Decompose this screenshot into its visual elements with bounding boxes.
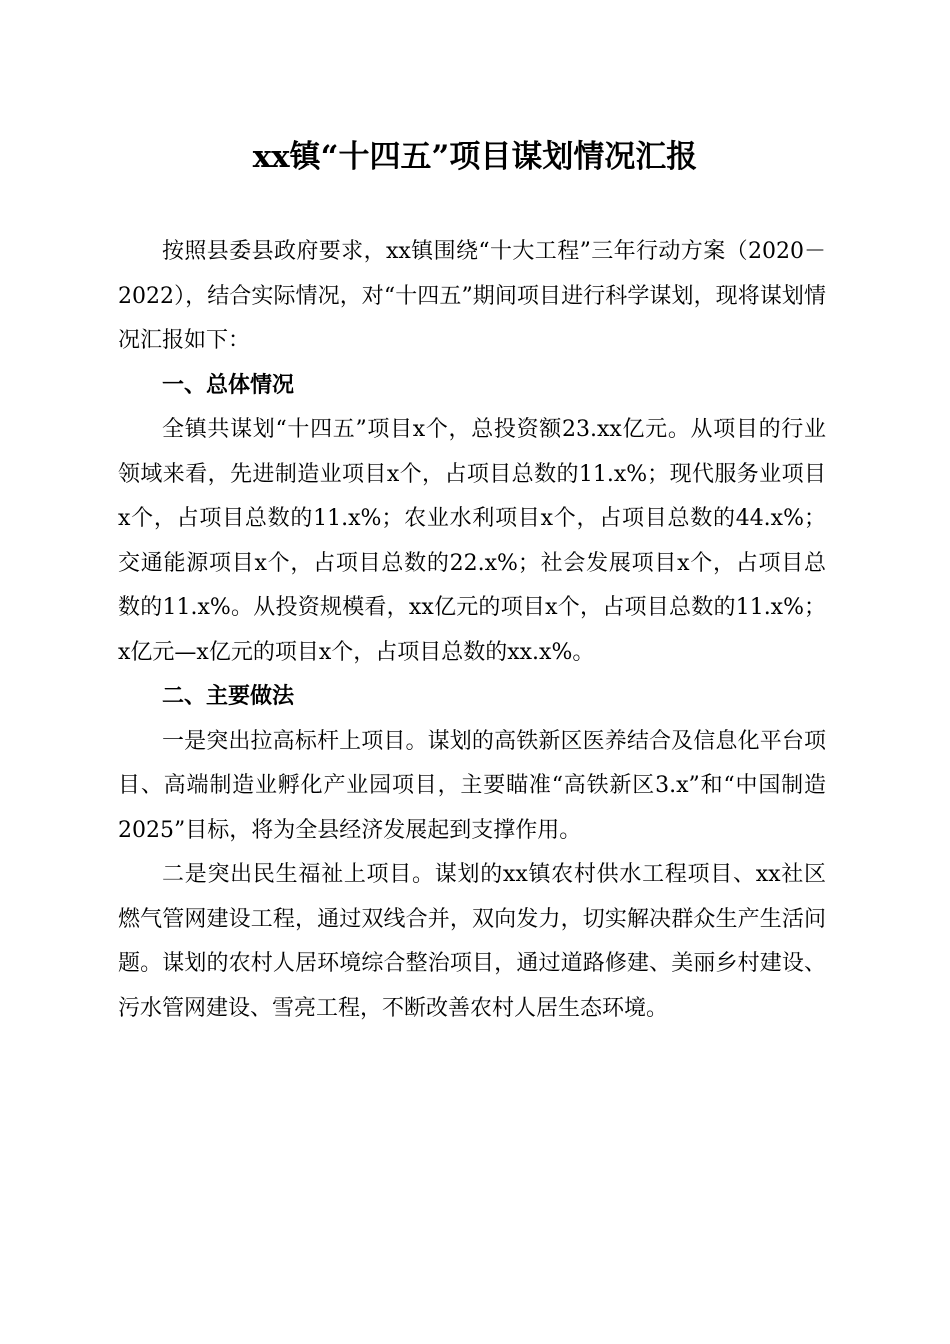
practice-paragraph-2: [118, 853, 826, 1031]
intro-paragraph: 按照县委县政府要求，xx镇围绕“十大工程”三年行动方案（2020－2022），结合实际情况，对“十四五”期间项目进行科学谋划，现将谋划情况汇报如下：: [118, 239, 826, 353]
practice-paragraph-1: [118, 720, 826, 854]
overall-paragraph: 全镇共谋划“十四五”项目x个，总投资额23.xx亿元。从项目的行业领域来看，先进制造业项目x个，占项目总数的11.x%；现代服务业项目x个，占项目总数的11.x%；农业水利项目x个，占项目总数的44.x%；交通能源项目x个，占项目总数的22.x%；社会发展项目x个，占项目总数的11.x%。从投资规模看，xx亿元的项目x个，占项目总数的11.x%；x亿元—x亿元的项目x个，占项目总数的xx.x%。: [118, 417, 826, 665]
practice-1-lead: 一是突出拉高标杆上项目。: [162, 728, 428, 754]
section-heading-practices: 二、主要做法: [162, 684, 295, 709]
document-title: xx镇“十四五”项目谋划情况汇报: [252, 139, 698, 175]
document-body: [118, 230, 826, 1031]
practice-1-text: 谋划的高铁新区医养结合及信息化平台项目、高端制造业孵化产业园项目，主要瞄准“高铁新区3.x”和“中国制造2025”目标，将为全县经济发展起到支撑作用。: [118, 728, 826, 843]
section-heading-overall: 一、总体情况: [162, 372, 295, 398]
practice-2-text: 谋划的xx镇农村供水工程项目、xx社区燃气管网建设工程，通过双线合并，双向发力，切实解决群众生产生活问题。谋划的农村人居环境综合整治项目，通过道路修建、美丽乡村建设、污水管网建设、雪亮工程，不断改善农村人居生态环境。: [118, 862, 826, 1021]
practice-2-lead: 二是突出民生福祉上项目。: [162, 862, 435, 887]
